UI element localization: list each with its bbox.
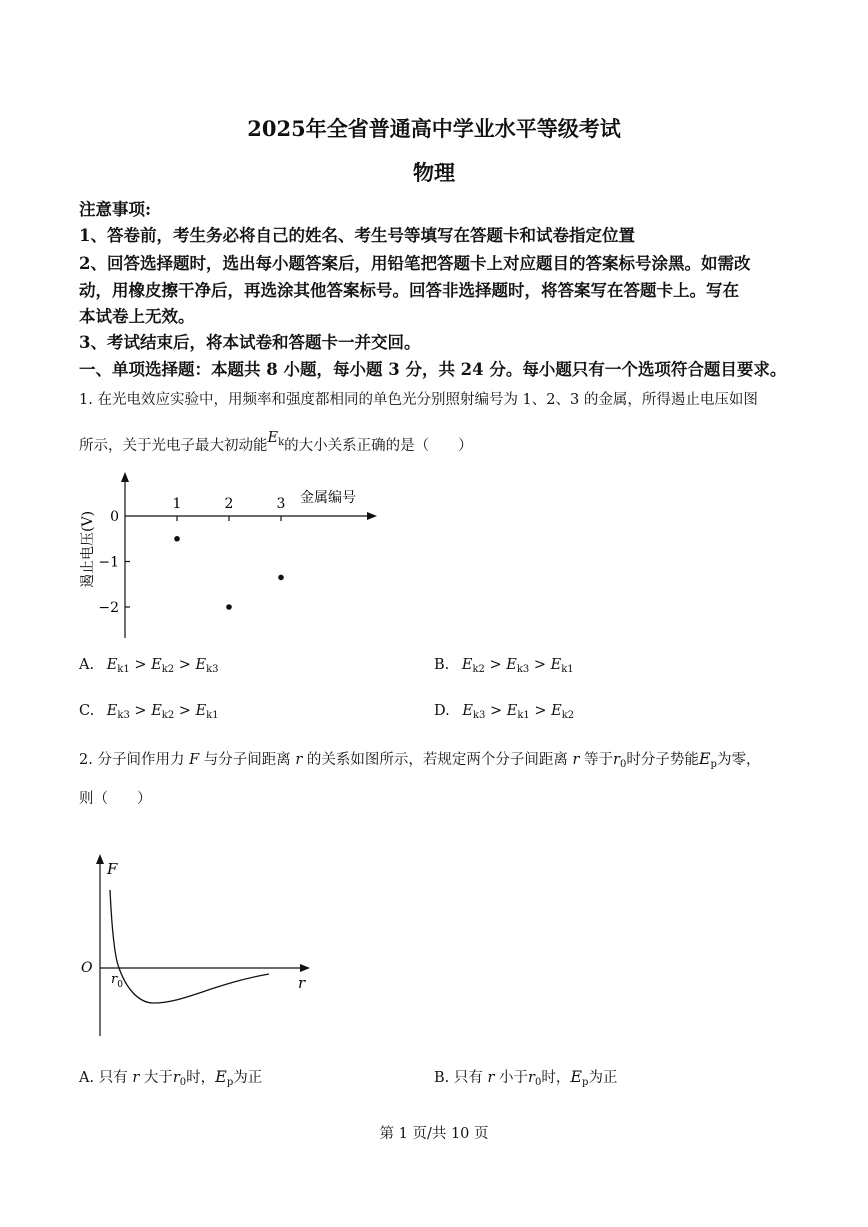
notice-item-1: 1、答卷前，考生务必将自己的姓名、考生号等填写在答题卡和试卷指定位置 xyxy=(79,226,635,245)
q2-origin-label: O xyxy=(81,960,93,976)
option-label: D. xyxy=(434,703,455,719)
q1-y-tick-label: −1 xyxy=(98,554,119,571)
energy-subscript: k3 xyxy=(206,664,219,675)
q1-data-point xyxy=(226,604,232,610)
energy-symbol: E xyxy=(151,657,162,673)
q1-stem-line-1: 1. 在光电效应实验中，用频率和强度都相同的单色光分别照射编号为 1、2、3 的金属，所得遏止电压如图 xyxy=(79,392,758,408)
q1-y-tick-label: 0 xyxy=(110,509,119,525)
operator: > xyxy=(129,703,152,719)
subject-title: 物理 xyxy=(413,160,455,185)
q1-stem-line-2: 所示，关于光电子最大初动能$E_k$的大小关系正确的是（ ） xyxy=(79,430,473,454)
energy-subscript: k2 xyxy=(472,664,485,675)
q1-option-b[interactable] xyxy=(434,657,574,675)
q2-option-b[interactable]: B. 只有 r 小于$r_0$时，$E_p$为正 xyxy=(434,1067,618,1088)
q2-force-distance-graph xyxy=(72,852,322,1044)
notice-item-3: 3、考试结束后，将本试卷和答题卡一并交回。 xyxy=(79,333,421,352)
q1-y-axis-label: 遏止电压(V) xyxy=(80,510,96,588)
q1-x-tick-label: 1 xyxy=(172,496,182,512)
q2-f-axis-arrow xyxy=(96,854,104,864)
q1-data-point xyxy=(278,575,284,581)
energy-symbol: E xyxy=(106,703,118,719)
q2-f-axis-label: F xyxy=(107,860,118,878)
operator: > xyxy=(485,703,507,719)
energy-subscript: k2 xyxy=(161,710,175,721)
q1-stopping-voltage-chart xyxy=(70,470,390,650)
energy-symbol: E xyxy=(461,657,473,673)
option-label: C. xyxy=(79,703,99,719)
operator: > xyxy=(174,657,196,673)
energy-subscript: k1 xyxy=(517,710,530,721)
q1-x-tick-label: 2 xyxy=(224,496,234,512)
energy-symbol: E xyxy=(195,703,207,719)
q2-force-curve xyxy=(110,890,269,1003)
energy-symbol: E xyxy=(195,657,207,673)
option-label: A. xyxy=(79,657,99,673)
notice-item-2-line-1: 2、回答选择题时，选出每小题答案后，用铅笔把答题卡上对应题目的答案标号涂黑。如需改 xyxy=(79,254,751,273)
q1-x-axis-label: 金属编号 xyxy=(300,490,356,506)
energy-subscript: k1 xyxy=(206,710,219,721)
q2-r-axis-arrow xyxy=(300,964,310,972)
energy-symbol: E xyxy=(506,657,517,673)
q1-option-a[interactable] xyxy=(79,657,219,675)
option-label: B. xyxy=(434,657,454,673)
energy-symbol: E xyxy=(550,657,562,673)
q2-r0-label: $r_0$ xyxy=(111,972,123,990)
q2-r-axis-label: r xyxy=(298,974,306,992)
section-1-heading: 一、单项选择题：本题共 8 小题，每小题 3 分，共 24 分。每小题只有一个选项符合题目要求。 xyxy=(79,360,787,379)
energy-symbol: E xyxy=(106,657,118,673)
energy-subscript: k3 xyxy=(472,710,486,721)
energy-subscript: k3 xyxy=(117,710,130,721)
energy-symbol: E xyxy=(151,703,162,719)
energy-symbol: E xyxy=(506,703,518,719)
operator: > xyxy=(129,657,152,673)
operator: > xyxy=(484,657,507,673)
q1-data-point xyxy=(174,536,180,542)
energy-subscript: k1 xyxy=(117,664,130,675)
exam-title: 2025年全省普通高中学业水平等级考试 xyxy=(247,116,621,141)
energy-subscript: k1 xyxy=(561,664,574,675)
energy-subscript: k2 xyxy=(561,710,575,721)
operator: > xyxy=(529,657,551,673)
q1-y-tick-label: −2 xyxy=(98,600,119,616)
page-footer: 第 1 页/共 10 页 xyxy=(379,1126,489,1142)
q2-stem-line-2: 则（ ） xyxy=(79,791,152,807)
notice-item-2-line-2: 动，用橡皮擦干净后，再选涂其他答案标号。回答非选择题时，将答案写在答题卡上。写在 xyxy=(79,281,739,300)
energy-subscript: k3 xyxy=(516,664,530,675)
q1-option-c[interactable] xyxy=(79,703,219,721)
energy-symbol: E xyxy=(551,703,562,719)
energy-symbol: E xyxy=(462,703,473,719)
q2-option-a[interactable]: A. 只有 r 大于$r_0$时，$E_p$为正 xyxy=(79,1067,263,1088)
q1-y-axis-arrow xyxy=(121,472,129,482)
q2-stem-line-1: 2. 分子间作用力 F 与分子间距离 r 的关系如图所示，若规定两个分子间距离 r 等于$r_0$时分子势能$E_p$为零， xyxy=(79,749,761,770)
energy-subscript: k2 xyxy=(161,664,175,675)
q1-option-d[interactable] xyxy=(434,703,574,721)
operator: > xyxy=(174,703,196,719)
notice-item-2-line-3: 本试卷上无效。 xyxy=(79,307,195,326)
q1-x-axis-arrow xyxy=(367,512,377,520)
q1-x-tick-label: 3 xyxy=(276,496,286,512)
notice-heading: 注意事项: xyxy=(79,200,152,219)
operator: > xyxy=(529,703,552,719)
